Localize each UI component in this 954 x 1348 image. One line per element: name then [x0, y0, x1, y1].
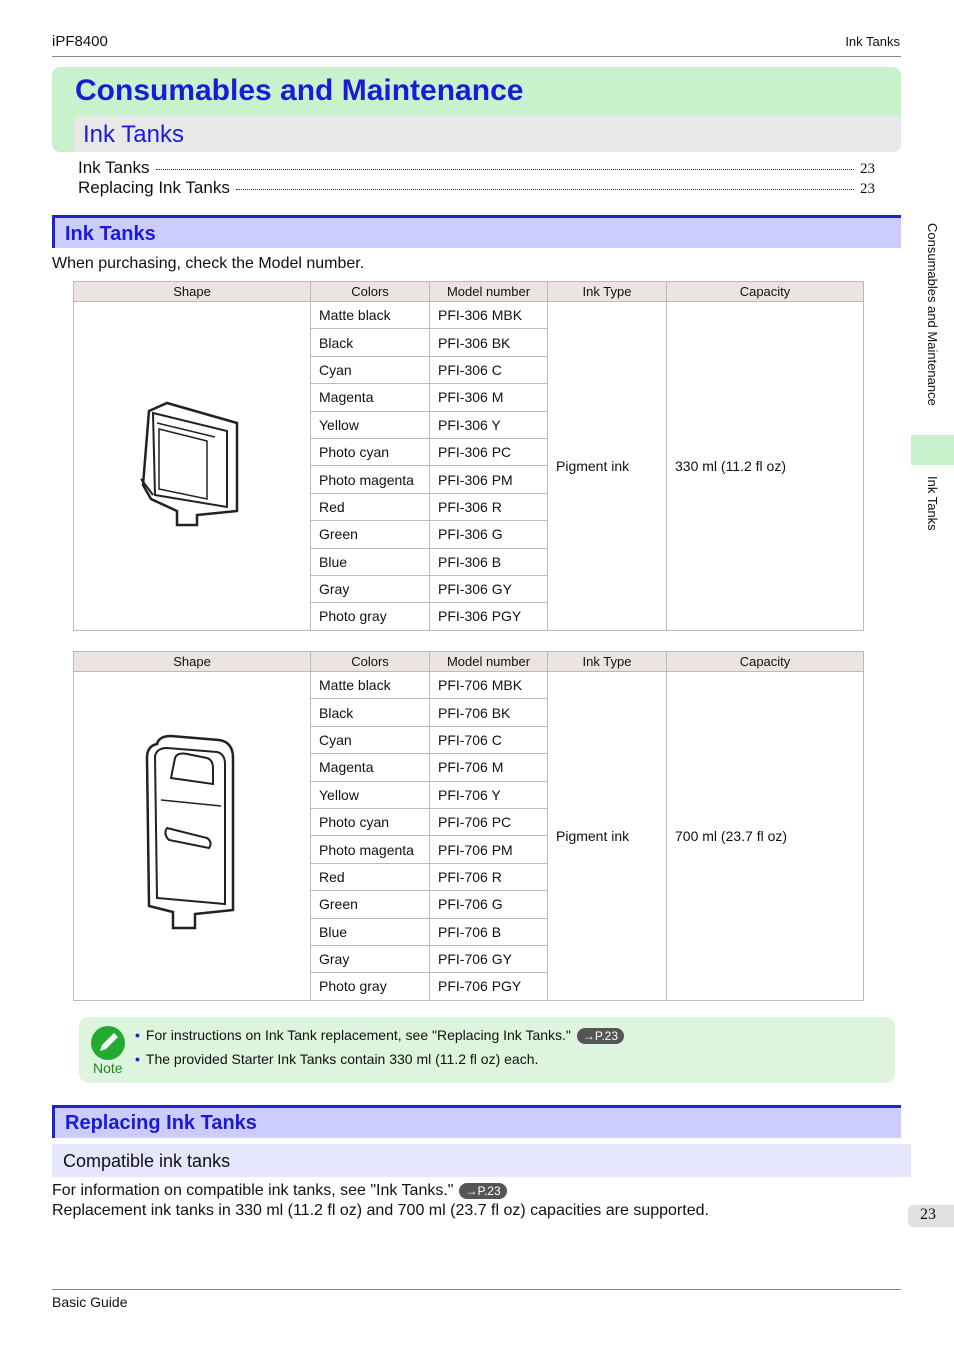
model-cell: PFI-306 GY	[430, 575, 548, 602]
color-cell: Gray	[311, 945, 430, 972]
note-item	[135, 1051, 538, 1067]
color-cell: Red	[311, 863, 430, 890]
color-cell: Gray	[311, 575, 430, 602]
model-cell: PFI-306 C	[430, 356, 548, 383]
color-cell: Cyan	[311, 726, 430, 753]
footer-divider	[52, 1289, 901, 1290]
col-model: Model number	[430, 282, 548, 302]
bullet-icon: •	[135, 1051, 140, 1067]
side-section-label[interactable]: Ink Tanks	[925, 476, 940, 531]
section2-line2: Replacement ink tanks in 330 ml (11.2 fl oz) and 700 ml (23.7 fl oz) capacities are supported.	[52, 1202, 709, 1219]
ink-type-cell: Pigment ink	[548, 672, 667, 1001]
ink-tank-large-icon	[137, 734, 247, 934]
section-title-ink-tanks: Ink Tanks	[65, 223, 156, 245]
color-cell: Blue	[311, 918, 430, 945]
ink-type-cell: Pigment ink	[548, 302, 667, 631]
note-pencil-icon	[90, 1025, 126, 1061]
note-item	[135, 1027, 624, 1044]
model-cell: PFI-706 MBK	[430, 672, 548, 699]
header-divider	[52, 56, 901, 57]
chapter-subtitle-bar	[74, 116, 901, 152]
note-text: The provided Starter Ink Tanks contain 330 ml (11.2 fl oz) each.	[145, 1051, 539, 1067]
note-text: For instructions on Ink Tank replacement, see "Replacing Ink Tanks."	[145, 1027, 571, 1043]
col-ink-type: Ink Type	[548, 282, 667, 302]
color-cell: Black	[311, 699, 430, 726]
section-title-replacing: Replacing Ink Tanks	[65, 1112, 257, 1134]
chapter-title: Consumables and Maintenance	[75, 74, 524, 107]
col-shape: Shape	[74, 652, 311, 672]
color-cell: Photo cyan	[311, 438, 430, 465]
table-row	[74, 672, 864, 699]
model-cell: PFI-306 G	[430, 521, 548, 548]
model-cell: PFI-306 R	[430, 493, 548, 520]
toc-leader	[156, 168, 854, 170]
model-cell: PFI-706 B	[430, 918, 548, 945]
ink-tank-small-icon	[137, 399, 247, 529]
footer-text: Basic Guide	[52, 1294, 128, 1310]
model-cell: PFI-706 G	[430, 891, 548, 918]
model-cell: PFI-706 PGY	[430, 973, 548, 1000]
color-cell: Magenta	[311, 754, 430, 781]
page-ref-link[interactable]: →P.23	[459, 1183, 506, 1199]
col-capacity: Capacity	[667, 652, 864, 672]
toc-entry-ink-tanks[interactable]	[78, 158, 875, 178]
shape-cell	[74, 302, 311, 631]
col-shape: Shape	[74, 282, 311, 302]
section-bar-ink-tanks	[52, 215, 901, 248]
header-section: Ink Tanks	[845, 34, 900, 49]
model-cell: PFI-306 Y	[430, 411, 548, 438]
toc-page: 23	[860, 161, 875, 177]
col-colors: Colors	[311, 652, 430, 672]
model-cell: PFI-306 BK	[430, 329, 548, 356]
model-cell: PFI-706 PC	[430, 808, 548, 835]
color-cell: Blue	[311, 548, 430, 575]
model-cell: PFI-706 C	[430, 726, 548, 753]
model-cell: PFI-306 B	[430, 548, 548, 575]
section2-line1-text: For information on compatible ink tanks, see "Ink Tanks."	[52, 1182, 454, 1199]
model-cell: PFI-306 M	[430, 384, 548, 411]
model-cell: PFI-706 M	[430, 754, 548, 781]
col-model: Model number	[430, 652, 548, 672]
col-capacity: Capacity	[667, 282, 864, 302]
toc-page: 23	[860, 181, 875, 197]
header-model: iPF8400	[52, 33, 108, 50]
model-cell: PFI-706 Y	[430, 781, 548, 808]
page-number: 23	[920, 1206, 936, 1223]
ink-table-330	[73, 281, 864, 631]
model-cell: PFI-306 MBK	[430, 302, 548, 329]
side-chapter-label[interactable]: Consumables and Maintenance	[925, 223, 940, 406]
color-cell: Photo magenta	[311, 466, 430, 493]
color-cell: Magenta	[311, 384, 430, 411]
toc-label: Ink Tanks	[78, 158, 150, 177]
toc-entry-replacing-ink-tanks[interactable]	[78, 178, 875, 198]
page-ref-link[interactable]: →P.23	[577, 1028, 624, 1044]
bullet-icon: •	[135, 1027, 140, 1043]
color-cell: Photo magenta	[311, 836, 430, 863]
color-cell: Photo gray	[311, 603, 430, 630]
shape-cell	[74, 672, 311, 1001]
side-active-tab	[911, 435, 954, 465]
ink-table-700	[73, 651, 864, 1001]
color-cell: Red	[311, 493, 430, 520]
model-cell: PFI-706 BK	[430, 699, 548, 726]
subsection-title: Compatible ink tanks	[63, 1151, 231, 1171]
table-row	[74, 302, 864, 329]
toc-leader	[236, 188, 854, 190]
toc-label: Replacing Ink Tanks	[78, 178, 230, 197]
section-intro: When purchasing, check the Model number.	[52, 255, 365, 272]
color-cell: Cyan	[311, 356, 430, 383]
model-cell: PFI-306 PGY	[430, 603, 548, 630]
color-cell: Yellow	[311, 411, 430, 438]
section2-line1	[52, 1182, 507, 1200]
capacity-cell: 330 ml (11.2 fl oz)	[667, 302, 864, 631]
color-cell: Photo gray	[311, 973, 430, 1000]
note-label: Note	[93, 1060, 123, 1076]
chapter-subtitle: Ink Tanks	[83, 121, 184, 148]
col-colors: Colors	[311, 282, 430, 302]
model-cell: PFI-706 R	[430, 863, 548, 890]
color-cell: Green	[311, 521, 430, 548]
color-cell: Yellow	[311, 781, 430, 808]
capacity-cell: 700 ml (23.7 fl oz)	[667, 672, 864, 1001]
color-cell: Matte black	[311, 302, 430, 329]
color-cell: Matte black	[311, 672, 430, 699]
color-cell: Photo cyan	[311, 808, 430, 835]
color-cell: Black	[311, 329, 430, 356]
col-ink-type: Ink Type	[548, 652, 667, 672]
model-cell: PFI-706 PM	[430, 836, 548, 863]
model-cell: PFI-706 GY	[430, 945, 548, 972]
color-cell: Green	[311, 891, 430, 918]
model-cell: PFI-306 PC	[430, 438, 548, 465]
table-header-row	[74, 652, 864, 672]
model-cell: PFI-306 PM	[430, 466, 548, 493]
table-header-row	[74, 282, 864, 302]
